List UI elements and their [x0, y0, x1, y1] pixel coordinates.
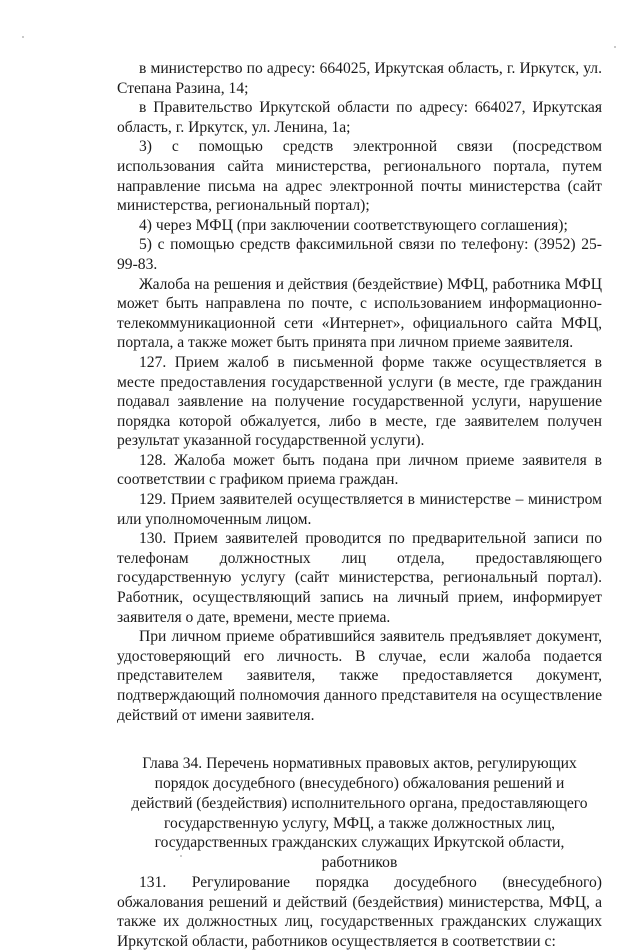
paragraph-via-mfc: 4) через МФЦ (при заключении соответствующего соглашения); [139, 216, 568, 234]
paragraph-mfc-complaint: Жалоба на решения и действия (бездействие) МФЦ, работника МФЦ может быть направлена по почте, с использованием информационно-телекоммуникационной сети «Интернет», официального сайта МФЦ, портала, а также может быть принята при личном приеме заявителя. [117, 275, 602, 352]
document-body [117, 59, 602, 951]
paragraph-128: 128. Жалоба может быть подана при личном приеме заявителя в соответствии с графиком приема граждан. [117, 451, 602, 489]
chapter-heading: Глава 34. Перечень нормативных правовых актов, регулирующих порядок досудебного (внесудебного) обжалования решений и действий (бездействия) исполнительного органа, предоставляющего государственную услугу, МФЦ, а также должностных лиц, государственных гражданских служащих Иркутской области, работников [131, 755, 588, 872]
paragraph-127: 127. Прием жалоб в письменной форме также осуществляется в месте предоставления государственной услуги (в месте, где гражданин подавал заявление на получение государственной услуги, нарушение порядка которой обжалуется, либо в месте, где заявителем получен результат указанной государственной услуги). [117, 353, 602, 450]
scan-speck [180, 855, 182, 857]
paragraph-129: 129. Прием заявителей осуществляется в министерстве – министром или уполномоченным лицом. [117, 491, 602, 528]
paragraph-personal-reception: При личном приеме обратившийся заявитель предъявляет документ, удостоверяющий его личность. В случае, если жалоба подается представителем заявителя, также предоставляется документ, подтверждающий полномочия данного представителя на осуществление действий от имени заявителя. [117, 628, 602, 724]
paragraph-fax: 5) с помощью средств факсимильной связи по телефону: (3952) 25-99-83. [117, 236, 602, 273]
paragraph-ministry-address: в министерство по адресу: 664025, Иркутская область, г. Иркутск, ул. Степана Разина, 14; [117, 60, 602, 97]
paragraph-131: 131. Регулирование порядка досудебного (внесудебного) обжалования решений и действий (бездействия) министерства, МФЦ, а также их должностных лиц, государственных гражданских служащих Иркутской области, работников осуществляется в соответствии с: [117, 873, 602, 950]
scan-speck [22, 36, 24, 38]
paragraph-government-address: в Правительство Иркутской области по адресу: 664027, Иркутская область, г. Иркутск, ул. Ленина, 1а; [117, 99, 602, 136]
paragraph-electronic-means: 3) с помощью средств электронной связи (посредством использования сайта министерства, регионального портала, путем направление письма на адрес электронной почты министерства (сайт министерства, региональный портал); [117, 138, 602, 215]
scan-speck [614, 46, 616, 48]
paragraph-130: 130. Прием заявителей проводится по предварительной записи по телефонам должностных лиц отдела, предоставляющего государственную услугу (сайт министерства, региональный портал). Работник, осуществляющий запись на личный прием, информирует заявителя о дате, времени, месте приема. [117, 530, 602, 626]
